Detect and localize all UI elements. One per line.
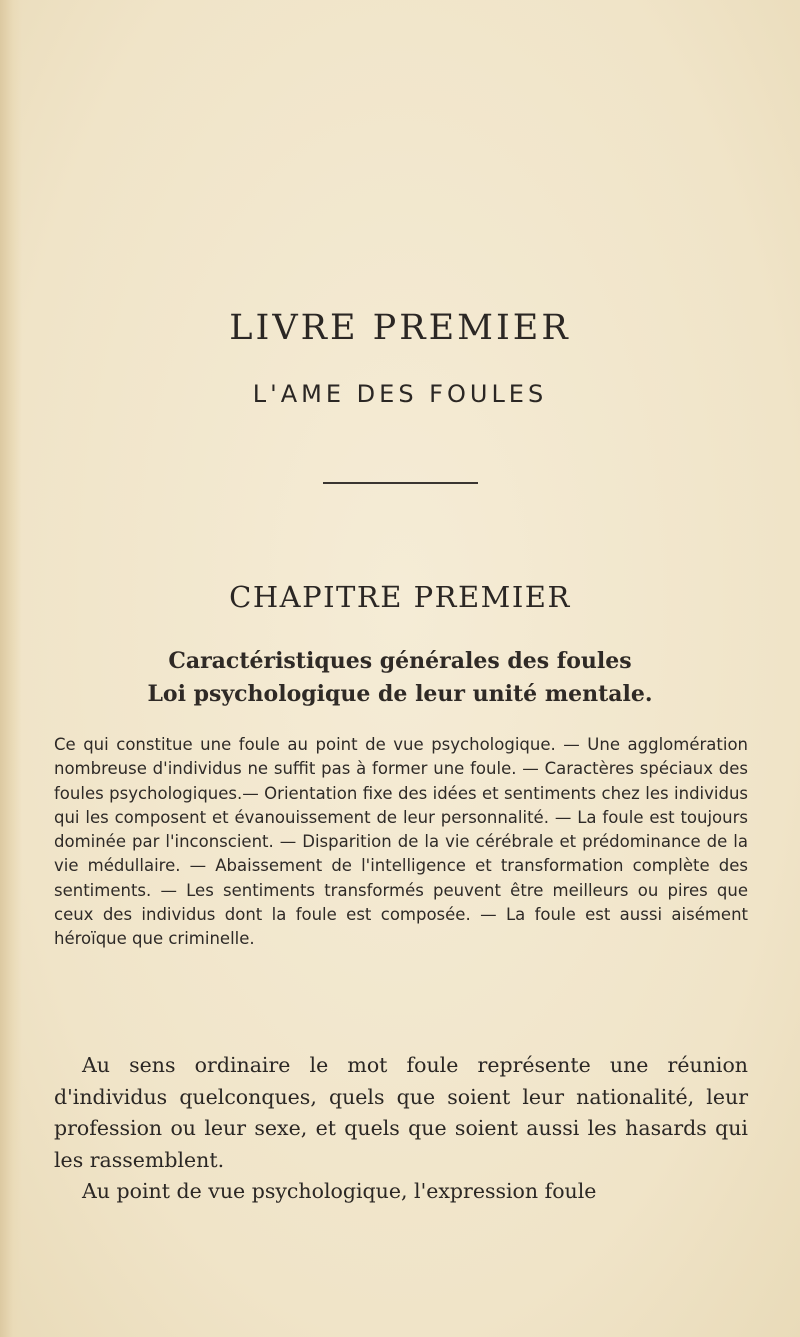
- chapter-title: CHAPITRE PREMIER: [229, 580, 571, 614]
- chapter-subtitle-line-2: Loi psychologique de leur unité mentale.: [147, 681, 653, 707]
- book-title: LIVRE PREMIER: [229, 308, 571, 348]
- chapter-subtitle-line-1: Caractéristiques générales des foules: [168, 648, 632, 674]
- body-paragraph-2: Au point de vue psychologique, l'expression foule: [82, 1179, 597, 1203]
- chapter-summary: Ce qui constitue une foule au point de vue psychologique. — Une agglomération nombreuse d'individus ne suffit pas à former une foule. — Caractères spéciaux des foules psychologiques.— Orientation fixe des idées et sentiments chez les individus qui les composent et évanouissement de leur personnalité. — La foule est toujours dominée par l'inconscient. — Disparition de la vie cérébrale et prédominance de la vie médullaire. — Abaissement de l'intelligence et transformation complète des sentiments. — Les sentiments transformés peuvent être meilleurs ou pires que ceux des individus dont la foule est composée. — La foule est aussi aisément héroïque que criminelle.: [54, 735, 748, 949]
- body-paragraph-1: Au sens ordinaire le mot foule représente une réunion d'individus quelconques, quels que soient leur nationalité, leur profession ou leur sexe, et quels que soient aussi les hasards qui les rassemblent.: [54, 1053, 748, 1172]
- body-text: [54, 1050, 748, 1208]
- book-subtitle: L'AME DES FOULES: [252, 380, 548, 408]
- section-divider: [323, 482, 478, 484]
